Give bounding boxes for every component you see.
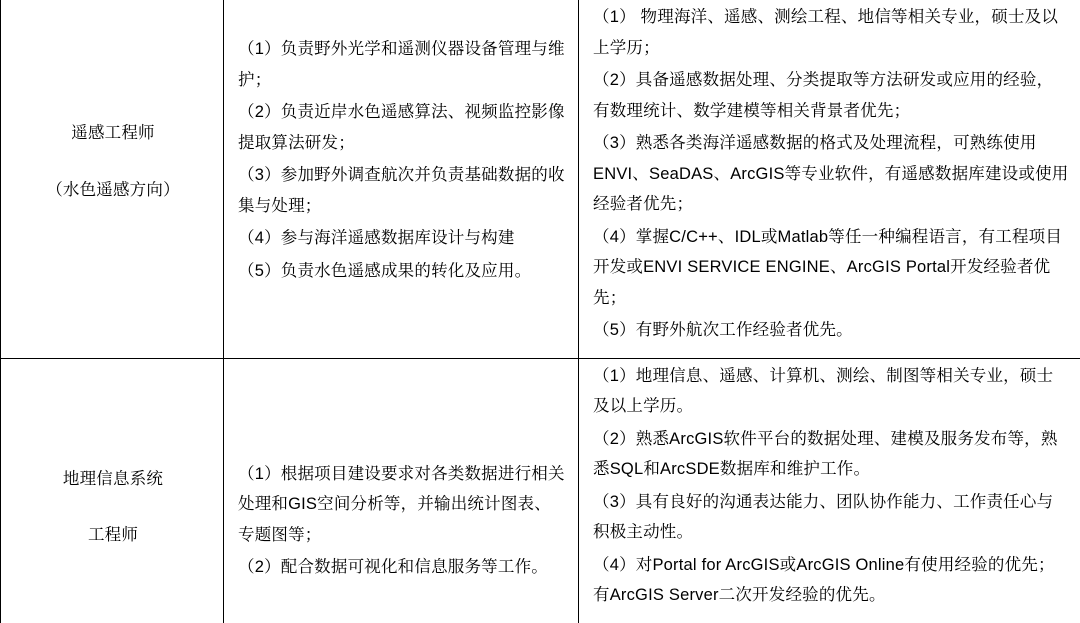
requirement-item: （3）具有良好的沟通表达能力、团队协作能力、工作责任心与积极主动性。 [593, 487, 1069, 548]
role-subtitle: 工程师 [15, 520, 211, 551]
table-row [1, 358, 1080, 623]
duties-cell [224, 358, 579, 623]
duties-cell [224, 0, 579, 358]
role-title: 地理信息系统 [15, 464, 211, 495]
duty-item: （1）负责野外光学和遥测仪器设备管理与维护； [238, 34, 566, 95]
table-row [1, 0, 1080, 358]
duty-item: （2）配合数据可视化和信息服务等工作。 [238, 552, 566, 583]
duty-item: （4）参与海洋遥感数据库设计与构建 [238, 223, 566, 254]
requirement-item: （4）对Portal for ArcGIS或ArcGIS Online有使用经验的优先；有ArcGIS Server二次开发经验的优先。 [593, 550, 1069, 611]
role-title: 遥感工程师 [15, 118, 211, 149]
duty-item: （2）负责近岸水色遥感算法、视频监控影像提取算法研发； [238, 97, 566, 158]
requirement-item: （2）熟悉ArcGIS软件平台的数据处理、建模及服务发布等，熟悉SQL和ArcSDE数据库和维护工作。 [593, 424, 1069, 485]
role-cell [1, 0, 224, 358]
requirement-item: （5）有野外航次工作经验者优先。 [593, 315, 1069, 346]
role-cell [1, 358, 224, 623]
requirement-item: （1）地理信息、遥感、计算机、测绘、制图等相关专业，硕士及以上学历。 [593, 361, 1069, 422]
duty-item: （5）负责水色遥感成果的转化及应用。 [238, 256, 566, 287]
requirements-cell [579, 358, 1080, 623]
requirement-item: （4）掌握C/C++、IDL或Matlab等任一种编程语言，有工程项目开发或ENVI SERVICE ENGINE、ArcGIS Portal开发经验者优先； [593, 222, 1069, 314]
duty-item: （1）根据项目建设要求对各类数据进行相关处理和GIS空间分析等，并输出统计图表、专题图等； [238, 459, 566, 551]
duty-item: （3）参加野外调查航次并负责基础数据的收集与处理； [238, 160, 566, 221]
requirements-cell [579, 0, 1080, 358]
requirement-item: （1） 物理海洋、遥感、测绘工程、地信等相关专业，硕士及以上学历； [593, 2, 1069, 63]
role-subtitle: （水色遥感方向） [15, 175, 211, 206]
requirement-item: （3）熟悉各类海洋遥感数据的格式及处理流程，可熟练使用ENVI、SeaDAS、ArcGIS等专业软件，有遥感数据库建设或使用经验者优先； [593, 128, 1069, 220]
requirement-item: （2）具备遥感数据处理、分类提取等方法研发或应用的经验，有数理统计、数学建模等相关背景者优先； [593, 65, 1069, 126]
